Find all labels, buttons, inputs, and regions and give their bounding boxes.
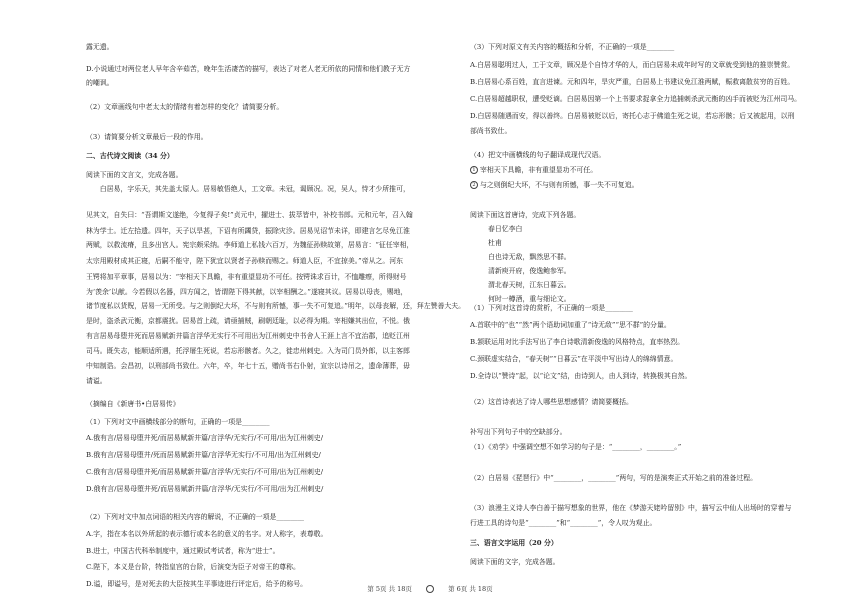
left-text-line: （2）文章画线句中老太太的情绪有着怎样的变化？请简要分析。 [86,103,284,111]
left-text-line: C.俄有言/居易母堕井死/而居易赋新井篇/言浮华/无实行/不可用/出为江州刺史/ [86,468,324,476]
left-text-line: 王锷将加平章事，居易以为：“宰相天下具瞻，非有重望显功不可任。按锷诛求百计，不恤雕瘵，所得财号 [86,273,407,281]
right-text-line: （2）这首诗表达了诗人哪些思想感情？请简要概括。 [470,398,633,406]
circled-number-icon: 1 [470,166,478,174]
left-text-line: 见其文，自失曰：“吾谓斯文遂绝，今复得子矣!”贞元中，擢进士、拔萃皆中，补校书郎。元和元年，召入翰 [86,211,413,219]
page-footer [0,584,860,593]
left-text-line: 为‘羡余’以献。今若假以名器，四方闻之，皆谓陛下得其献，以宰相酬之。”遂寝其议。居易以母丧，赐地， [86,288,408,296]
right-text-line: 部尚书致仕。 [470,127,512,135]
left-text-line: 司马。既失志，能顺适所遇，托浮屠生死说，若忘形骸者。久之，徙忠州刺史。入为司门员外郎，以主客郎 [86,347,410,355]
left-text-line: 中知制诰。会昌初，以刑部尚书致仕。六年，卒，年七十五，赠尚书右仆射，宣宗以诗吊之，遗命薄葬，毋 [86,362,410,370]
right-text-line: （3）浪漫主义诗人李白善于描写想象的世界，他在《梦游天姥吟留别》中，描写云中仙人出场时的穿着与 [470,504,792,512]
right-text-line: （1）《劝学》中强调空想不如学习的句子是：“________，________。” [470,443,682,451]
left-text-line: B.俄有言/居易母堕井/死而居易赋新井篇/言浮华无实行/不可用/出为江州刺史/ [86,451,321,459]
right-text-line: 三、语言文字运用（20 分） [470,539,558,547]
right-text-line: D.全诗以“赞诗”起，以“论文”结，由诗到人，由人到诗，转换极其自然。 [470,372,692,380]
right-page-number: 第 6页 共 18页 [448,585,493,593]
right-text-line: （2）白居易《琵琶行》中“________，________”两句，写的是演奏正式开始之前的准备过程。 [470,474,758,482]
left-text-line: B.进士，中国古代科举制度中，通过殿试考试者，称为“进士”。 [86,547,280,555]
right-text-line: （4）把文中画横线的句子翻译成现代汉语。 [470,151,606,159]
circled-number-icon: 2 [470,181,478,189]
right-text-line: 阅读下面的文字，完成各题。 [470,558,560,566]
right-text-line: 阅读下面这首唐诗，完成下列各题。 [470,211,581,219]
left-text-line: 露无遗。 [86,43,114,51]
right-text-line: B.颔联运用对比手法写出了李白诗歌清新俊逸的风格特点，直率热烈。 [470,338,684,346]
left-text-line: 白居易，字乐天，其先盖太原人。居易敏悟绝人，工文章。未冠，谒顾况。况，吴人，恃才少所推可， [86,185,410,193]
right-text-line: C.白居易超越职权，遭受贬谪。白居易因第一个上书要求捉拿全力追捕刺杀武元衡的凶手而被贬为江州司马。 [470,95,802,103]
right-text-line: A.首联中的“也”“然”两个语助词加重了“诗无敌”“思不群”的分量。 [470,321,671,329]
right-text-line: （1）下列对这首诗的赏析，不正确的一项是________ [470,304,633,312]
left-text-line: A.字，指在本名以外所起的表示德行或本名的意义的名字。对人称字，表尊敬。 [86,530,328,538]
left-text-line: 的嘲讽。 [86,79,114,87]
right-text-line: 春日忆李白 [488,225,523,233]
left-text-line: 二、古代诗文阅读（34 分） [86,152,174,160]
left-text-line: 太宗用殿材成其正寝，后嗣不能守，陛下犹宜以贤者子孙赎而赐之。师道人臣，不宜掠美。”帝从之。河东 [86,257,404,265]
left-text-line: （3）请简要分析文章最后一段的作用。 [86,133,208,141]
left-text-line: D.小说通过对两位老人早年含辛茹苦，晚年生活凄苦的描写，表达了对老人老无所依的同情和他们教子无方 [86,65,411,73]
right-text-line: 何时一樽酒，重与细论文。 [488,295,571,303]
right-text-line: C.颈联虚实结合，“春天树”“日暮云”在平淡中写出诗人的绵绵情意。 [470,355,678,363]
left-text-line: 有言居易母堕井死而居易赋新井篇言浮华无实行不可用出为江州刺史中书舍人王涯上言不宜治郡，追贬江州 [86,332,410,340]
left-text-line: 林为学士。迁左拾遗。四年，天子以旱甚，下诏有所蠲贷，振除灾沴。居易见诏节未详，即建言乞尽免江淮 [86,227,410,235]
left-text-line: 阅读下面的文言文，完成各题。 [86,171,183,179]
right-text-line: B.白居易心系百姓，直言进谏。元和四年，旱灾严重，白居易上书建议免江淮两赋，赈救离散贫穷的百姓。 [470,78,795,86]
right-text-line: D.白居易随遇而安，得以善终。白居易被贬以后，寄托心志于佛道生死之说，若忘形骸；后又被起用，以刑 [470,112,795,120]
right-text-line: （3）下列对原文有关内容的概括和分析，不正确的一项是________ [470,43,675,51]
left-text-line: 诸节度私以货贶，居易一无所受。与之则倒纪大坏，不与则有所憾，事一失不可复追。”明年，以母丧解，还，拜左赞善大夫。 [86,302,466,310]
left-text-line: A.俄有言/居易母堕井死/而居易赋新井篇/言浮华/无实行/不可用/出为江州刺史/ [86,434,324,442]
right-text-line: 白也诗无敌，飘然思不群。 [488,253,571,261]
right-text-line: 2 与之则倒纪大坏，不与则有所憾，事一失不可复追。 [470,180,638,190]
right-text-line: 1 宰相天下具瞻，非有重望显功不可任。 [470,165,597,175]
left-text-line: 两赋，以救流瘠，且多出宫人。宪宗颇采纳。李师道上私钱六百万，为魏征孙赎故第，居易言：“征任宰相， [86,241,414,249]
left-page-number: 第 5页 共 18页 [367,585,412,593]
left-text-line: （2）下列对文中加点词语的相关内容的解说，不正确的一项是________ [86,513,304,521]
right-text-line: 渭北春天树，江东日暮云。 [488,281,571,289]
right-text-line: 行进工具的诗句是“________”和“________”，令人叹为观止。 [470,519,657,527]
left-text-line: D.谥，即谥号，是对死去的大臣按其生平事迹进行评定后，给予的称号。 [86,580,308,588]
left-text-line: 请谥。 [86,377,107,385]
right-text-line: 补写出下列句子中的空缺部分。 [470,428,567,436]
right-text-line: A.白居易聪明过人，工于文章，顾况是个自恃才华的人，而白居易未成年时写的文章就受到他的推崇赞赏。 [470,61,795,69]
left-text-line: （1）下列对文中画横线部分的断句，正确的一项是________ [86,418,270,426]
right-text-line: 杜甫 [488,239,502,247]
left-text-line: D.俄有言/居易母堕井死/而居易赋新井篇/言浮华/无实行/不可用/出为江州刺史/ [86,485,324,493]
left-text-line: 是时，盗杀武元衡，京都震扰。居易首上疏，请亟捕贼，刷朝廷耻，以必得为期。宰相嫌其出位，不悦。俄 [86,317,410,325]
page-divider-circle-icon [426,585,434,593]
left-text-line: （摘编自《新唐书•白居易传》 [86,400,180,408]
right-text-line: 清新庾开府，俊逸鲍参军。 [488,267,571,275]
left-text-line: C.陛下，本义是台阶，特指皇宫的台阶，后演变为臣子对帝王的尊称。 [86,563,300,571]
